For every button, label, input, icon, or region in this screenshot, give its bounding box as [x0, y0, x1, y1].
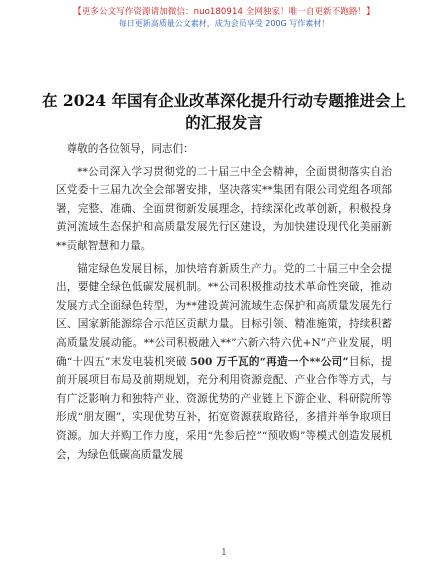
paragraph-1: **公司深入学习贯彻党的二十届三中全会精神，全面贯彻落实自治区党委十三届九次全会部署安排，坚决落实**集团有限公司党组各项部署，完整、准确、全面贯彻新发展理念，持续深化改革创新，积极投身黄河流域生态保护和高质量发展先行区建设，为加快建设现代化美丽新**贡献智慧和力量。 [56, 165, 392, 252]
paragraph-2-part-1: 锚定绿色发展目标，加快培育新质生产力。党的二十届三中全会提出，要健全绿色低碳发展机制。**公司积极推动技术革命性突破，推动发展方式全面绿色转型，为**建设黄河流域生态保护和高质量发展先行区、国家新能源综合示范区贡献力量。目标引领、精准施策，持续积蓄高质量发展动能。**公司积极融入**”六新六特六优+N”产业发展，明确“十四五”末发电装机突破 [56, 262, 392, 368]
paragraph-2-bold-target: 500 万千瓦的“再造一个**公司” [190, 355, 349, 368]
document-body [56, 140, 392, 464]
paragraph-2-part-2: 目标，提前开展项目布局及前期规划，充分利用资源竞配、产业合作等方式，与有广泛影响力和独特产业、资源优势的产业链上下游企业、科研院所等形成“朋友圈”，实现优势互补，拓宽资源获取路径，多措并举争取项目资源。加大并购工作力度，采用“先参后控”“预收购”等模式创造发展机会，为绿色低碳高质量发展 [56, 355, 393, 461]
page-number: 1 [221, 548, 227, 558]
document-title: 在 2024 年国有企业改革深化提升行动专题推进会上的汇报发言 [42, 91, 406, 132]
promo-line-1: 【更多公文写作资源请加微信：nuo180914 全网独家！唯一自更新不跑路！】 [73, 7, 375, 17]
promo-line-2: 每日更新高质量公文素材，成为会员享受 200G 写作素材！ [118, 19, 330, 28]
greeting: 尊敬的各位领导，同志们： [66, 143, 194, 155]
promo-banner [0, 6, 448, 30]
paragraph-2 [56, 260, 392, 465]
